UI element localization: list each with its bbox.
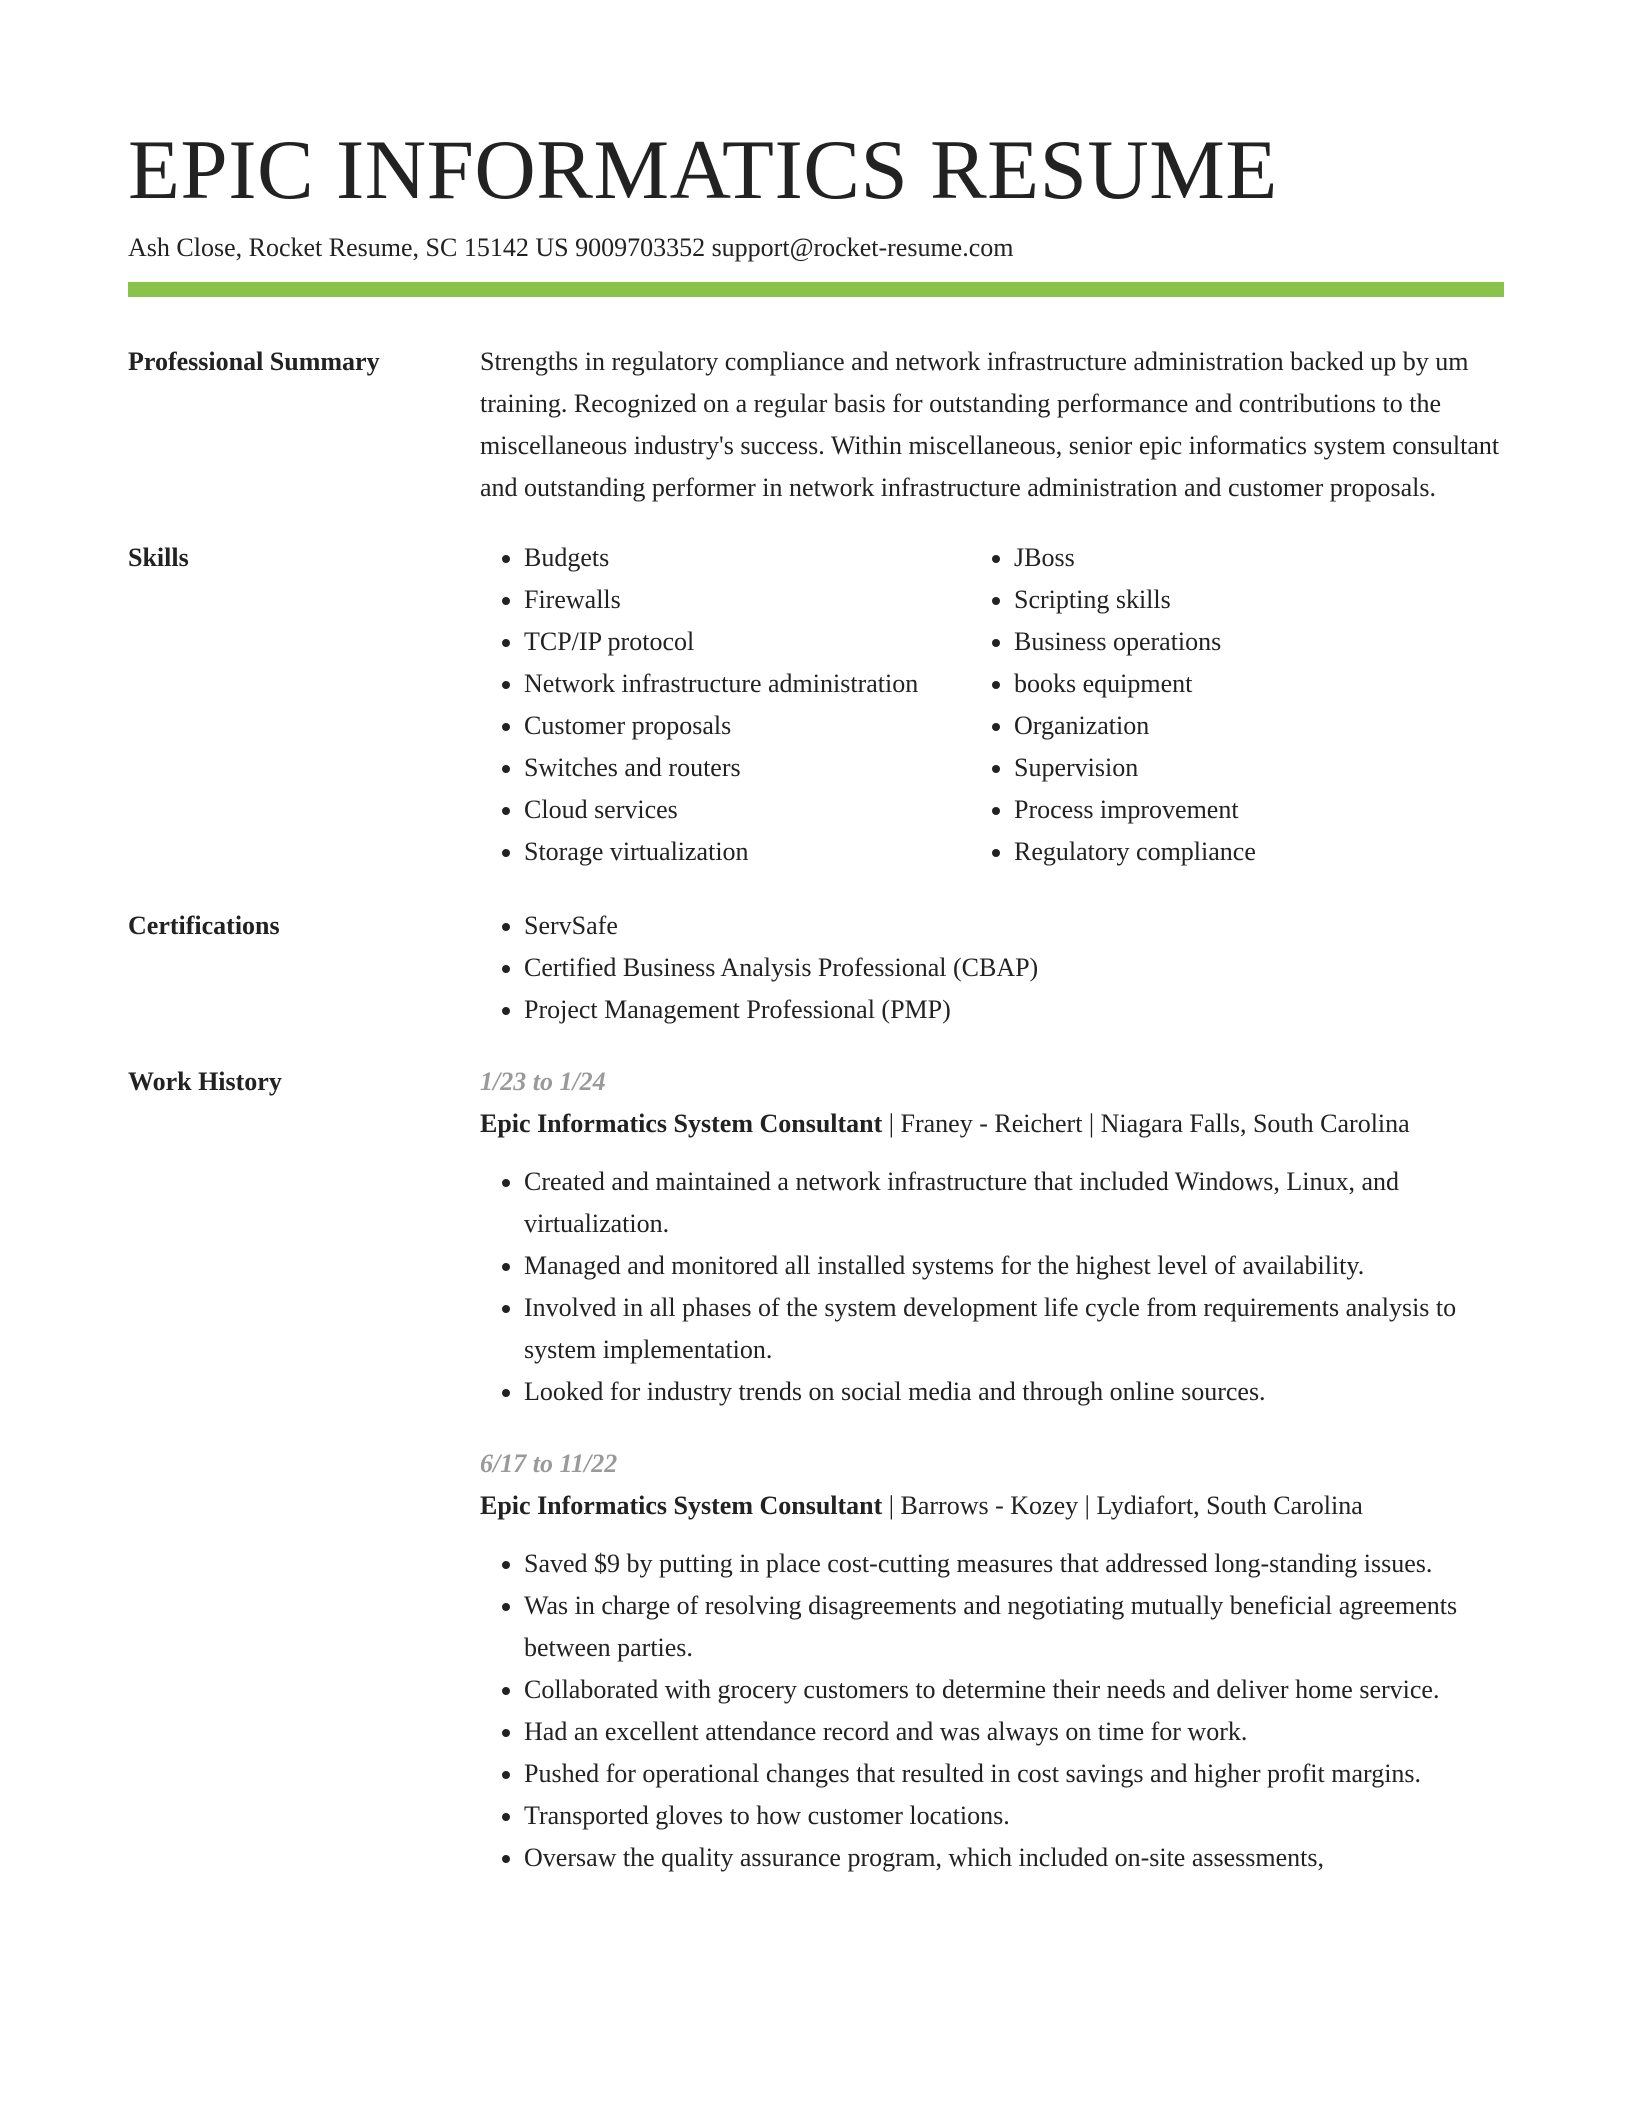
skill-item: • Supervision xyxy=(1014,747,1504,789)
skill-item: • Network infrastructure administration xyxy=(524,663,984,705)
job-heading xyxy=(480,1485,1504,1527)
job-bullet: • Oversaw the quality assurance program, which included on-site assessments, xyxy=(524,1837,1504,1879)
job-title: Epic Informatics System Consultant xyxy=(480,1109,883,1138)
skill-item: • Process improvement xyxy=(1014,789,1504,831)
skill-item: • books equipment xyxy=(1014,663,1504,705)
skills-list-right xyxy=(984,537,1504,873)
job-details: | Franey - Reichert | Niagara Falls, South Carolina xyxy=(882,1109,1410,1138)
job-bullet: • Transported gloves to how customer locations. xyxy=(524,1795,1504,1837)
work-history-section xyxy=(128,1061,1504,1909)
summary-text: Strengths in regulatory compliance and network infrastructure administration backed up by um training. Recognized on a regular basis for outstanding performance and contributions to the miscellaneous industry's success. Within miscellaneous, senior epic informatics system consultant and outstanding performer in network infrastructure administration and customer proposals. xyxy=(480,347,1500,502)
certifications-section xyxy=(128,905,1504,1031)
accent-divider xyxy=(128,282,1504,297)
job-bullet: • Was in charge of resolving disagreements and negotiating mutually beneficial agreements between parties. xyxy=(524,1585,1504,1669)
job-bullet: • Managed and monitored all installed systems for the highest level of availability. xyxy=(524,1245,1504,1287)
summary-section xyxy=(128,341,1504,509)
job-bullets xyxy=(480,1161,1504,1413)
job-date: 1/23 to 1/24 xyxy=(480,1067,606,1096)
skill-item: • TCP/IP protocol xyxy=(524,621,984,663)
section-title-work-history: Work History xyxy=(128,1067,282,1096)
skill-item: • Budgets xyxy=(524,537,984,579)
skills-section xyxy=(128,537,1504,873)
job-heading xyxy=(480,1103,1504,1145)
skills-list-left xyxy=(480,537,984,873)
job-bullets xyxy=(480,1543,1504,1879)
section-title-certifications: Certifications xyxy=(128,911,280,940)
certifications-list xyxy=(480,905,1504,1031)
resume-page xyxy=(128,120,1504,1909)
certification-item: • Certified Business Analysis Professional (CBAP) xyxy=(524,947,1504,989)
skill-item: • Switches and routers xyxy=(524,747,984,789)
skill-item: • JBoss xyxy=(1014,537,1504,579)
job-entry xyxy=(480,1061,1504,1413)
skill-item: • Scripting skills xyxy=(1014,579,1504,621)
resume-title: EPIC INFORMATICS RESUME xyxy=(128,123,1278,217)
skill-item: • Firewalls xyxy=(524,579,984,621)
job-title: Epic Informatics System Consultant xyxy=(480,1491,883,1520)
job-bullet: • Involved in all phases of the system development life cycle from requirements analysis to system implementation. xyxy=(524,1287,1504,1371)
job-bullet: • Collaborated with grocery customers to determine their needs and deliver home service. xyxy=(524,1669,1504,1711)
job-bullet: • Looked for industry trends on social media and through online sources. xyxy=(524,1371,1504,1413)
skill-item: • Storage virtualization xyxy=(524,831,984,873)
certification-item: • ServSafe xyxy=(524,905,1504,947)
job-bullet: • Pushed for operational changes that resulted in cost savings and higher profit margins. xyxy=(524,1753,1504,1795)
job-bullet: • Saved $9 by putting in place cost-cutting measures that addressed long-standing issues. xyxy=(524,1543,1504,1585)
job-bullet: • Had an excellent attendance record and was always on time for work. xyxy=(524,1711,1504,1753)
section-title-skills: Skills xyxy=(128,543,189,572)
skill-item: • Customer proposals xyxy=(524,705,984,747)
job-date: 6/17 to 11/22 xyxy=(480,1449,618,1478)
job-bullet: • Created and maintained a network infrastructure that included Windows, Linux, and virtualization. xyxy=(524,1161,1504,1245)
job-details: | Barrows - Kozey | Lydiafort, South Carolina xyxy=(882,1491,1363,1520)
skill-item: • Regulatory compliance xyxy=(1014,831,1504,873)
skill-item: • Cloud services xyxy=(524,789,984,831)
section-title-summary: Professional Summary xyxy=(128,347,380,376)
contact-line: Ash Close, Rocket Resume, SC 15142 US 9009703352 support@rocket-resume.com xyxy=(128,233,1014,262)
job-entry xyxy=(480,1443,1504,1879)
skill-item: • Organization xyxy=(1014,705,1504,747)
skill-item: • Business operations xyxy=(1014,621,1504,663)
certification-item: • Project Management Professional (PMP) xyxy=(524,989,1504,1031)
